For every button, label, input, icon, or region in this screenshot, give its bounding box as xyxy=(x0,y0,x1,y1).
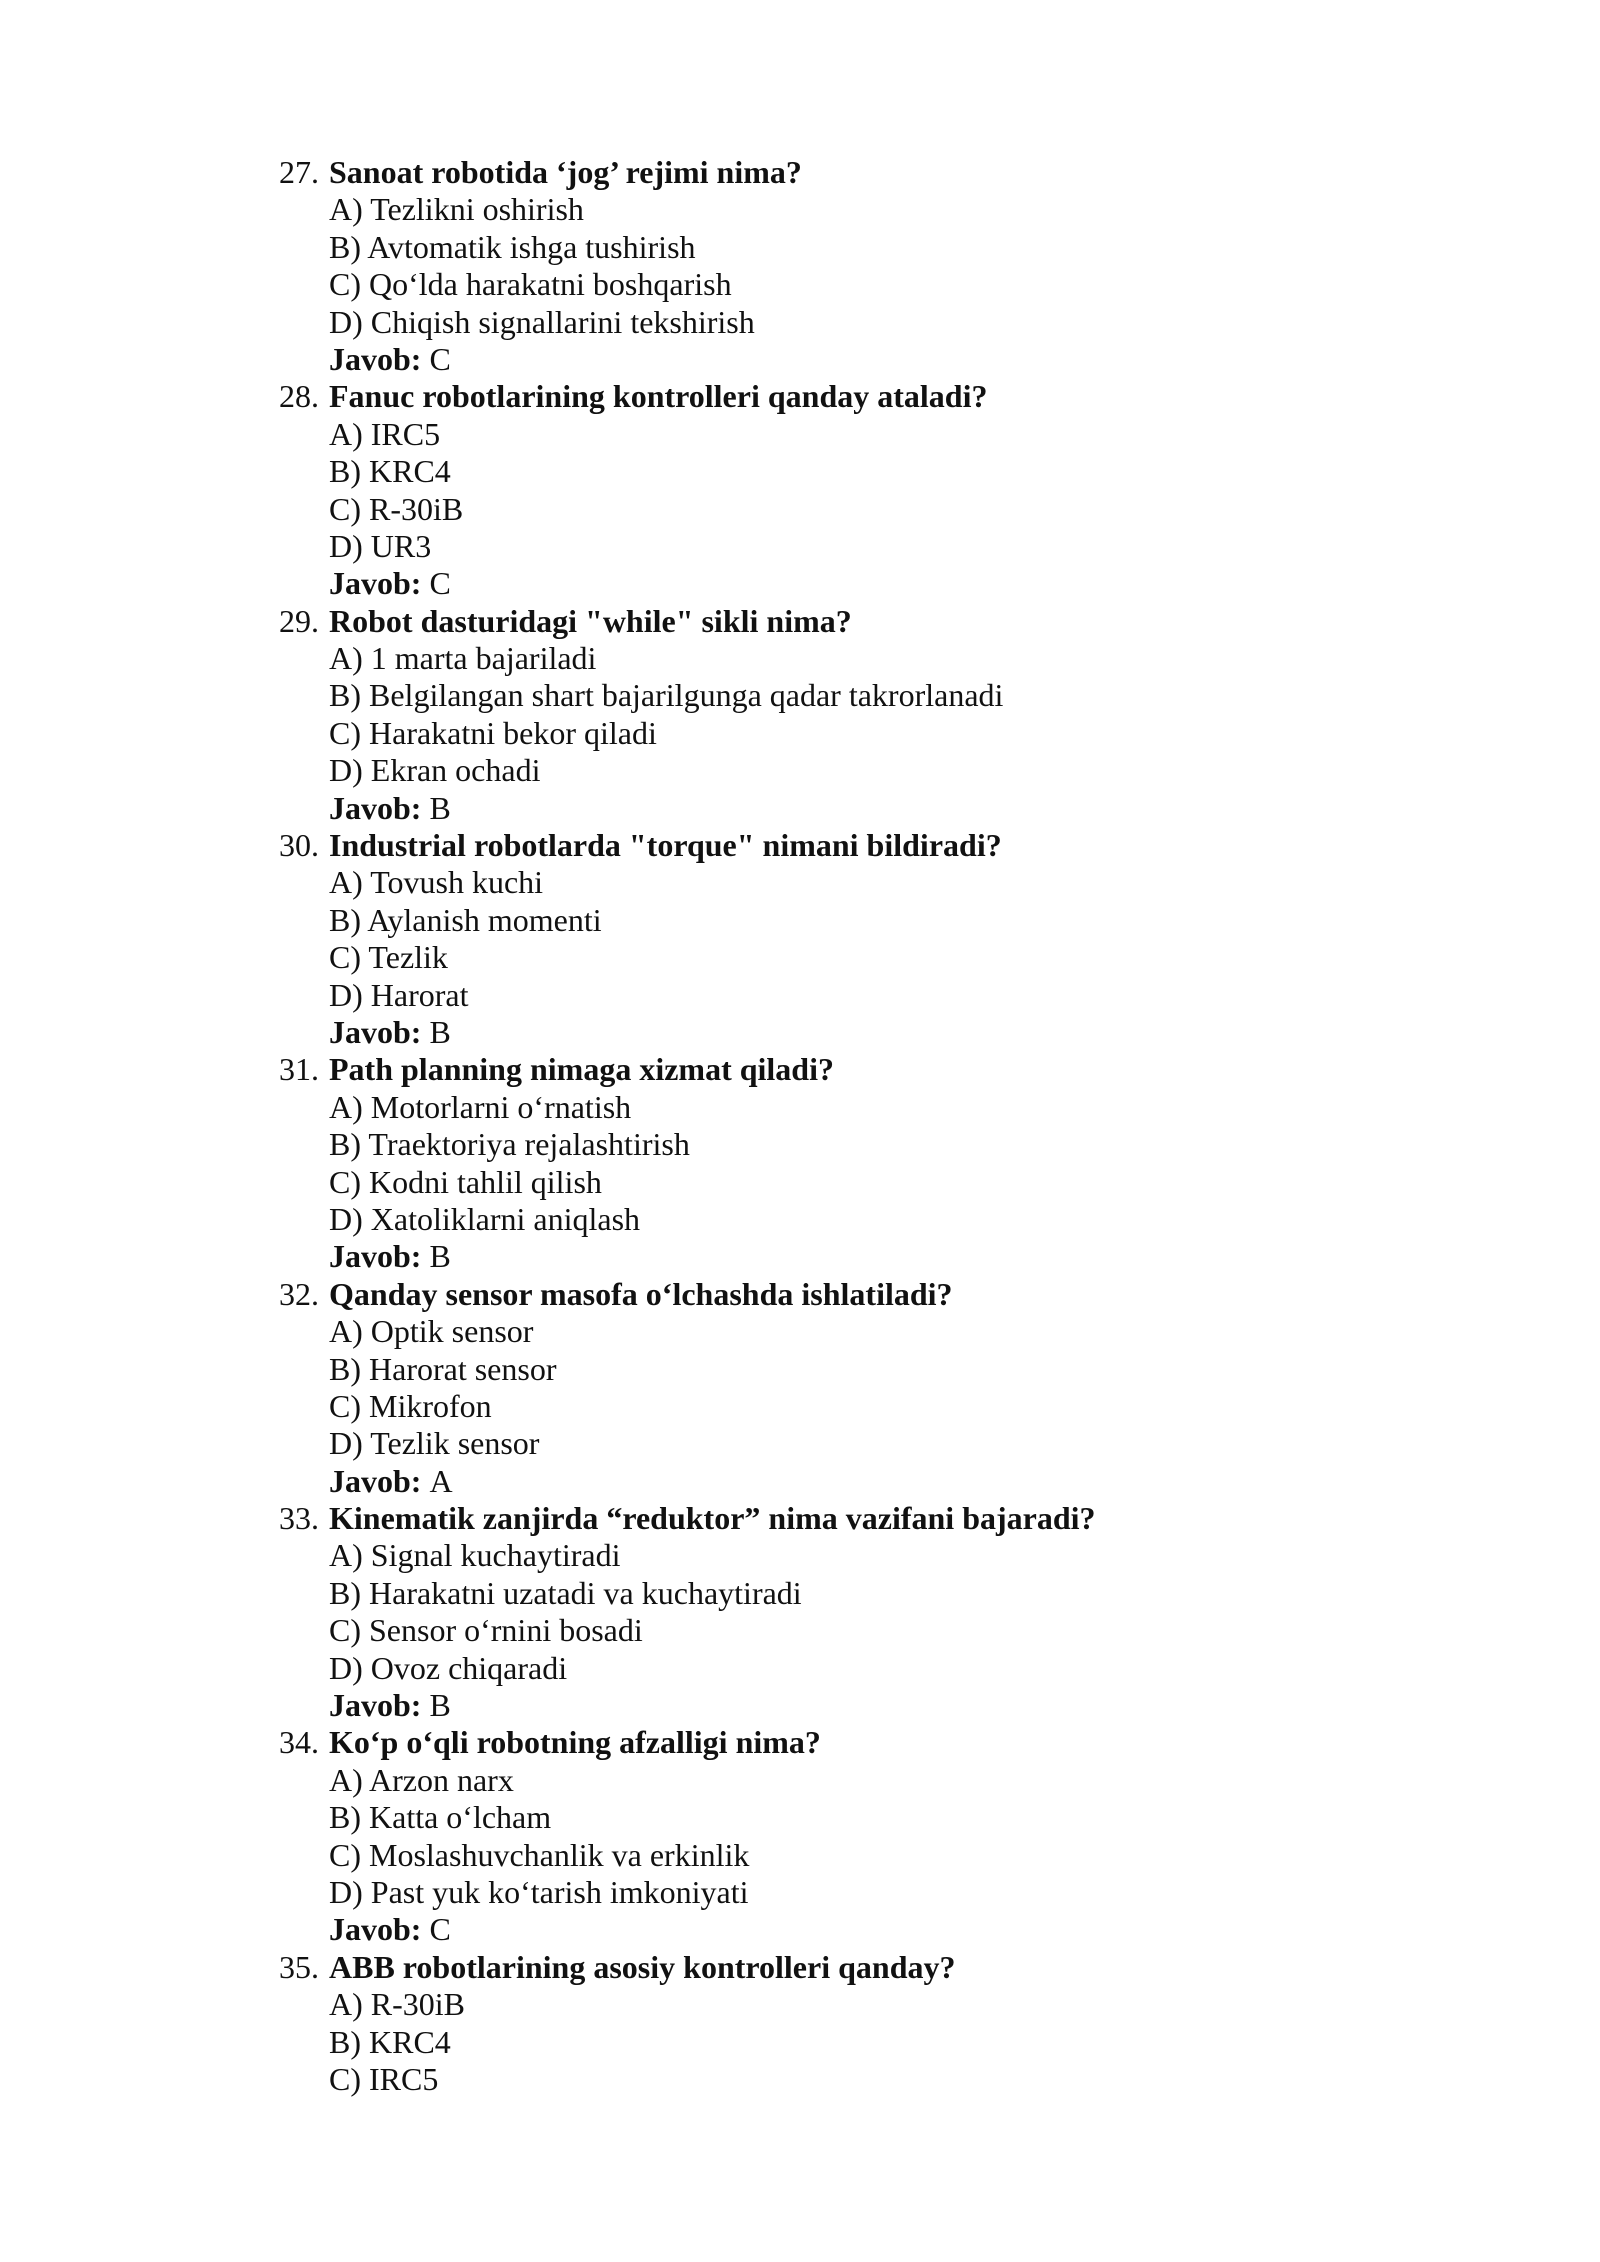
answer-line xyxy=(0,1687,1600,1724)
option-b: B) Harorat sensor xyxy=(329,1350,557,1387)
option-b: B) Katta o‘lcham xyxy=(329,1799,552,1836)
question-block-31 xyxy=(0,1051,1600,1275)
question-number: 31. xyxy=(279,1051,319,1088)
option-b: B) Belgilangan shart bajarilgunga qadar takrorlanadi xyxy=(329,677,1004,714)
option-c: C) IRC5 xyxy=(329,2060,439,2097)
question-block-28 xyxy=(0,378,1600,602)
option-a: A) Motorlarni o‘rnatish xyxy=(329,1088,632,1125)
answer-value: A xyxy=(429,1462,453,1499)
question-block-33 xyxy=(0,1500,1600,1724)
question-number: 34. xyxy=(279,1724,319,1761)
option-c: C) Harakatni bekor qiladi xyxy=(329,714,657,751)
option-a: A) Tovush kuchi xyxy=(329,864,544,901)
question-text: ABB robotlarining asosiy kontrolleri qanday? xyxy=(329,1948,956,1985)
question-line xyxy=(0,1724,1600,1761)
option-a: A) Arzon narx xyxy=(329,1761,514,1798)
question-number: 35. xyxy=(279,1948,319,1985)
option-c: C) Tezlik xyxy=(329,939,448,976)
answer-value: B xyxy=(429,1687,451,1724)
question-line xyxy=(0,1500,1600,1537)
question-block-32 xyxy=(0,1276,1600,1500)
answer-label: Javob: xyxy=(329,340,422,377)
answer-value: B xyxy=(429,789,451,826)
answer-line xyxy=(0,1911,1600,1948)
question-text: Fanuc robotlarining kontrolleri qanday ataladi? xyxy=(329,378,988,415)
answer-line xyxy=(0,1463,1600,1500)
option-d: D) Chiqish signallarini tekshirish xyxy=(329,303,755,340)
answer-value: C xyxy=(429,340,451,377)
answer-value: C xyxy=(429,565,451,602)
question-line xyxy=(0,378,1600,415)
option-d: D) Tezlik sensor xyxy=(329,1425,540,1462)
option-c: C) Kodni tahlil qilish xyxy=(329,1163,602,1200)
answer-label: Javob: xyxy=(329,1238,422,1275)
question-number: 33. xyxy=(279,1500,319,1537)
option-b: B) KRC4 xyxy=(329,2023,451,2060)
answer-line xyxy=(0,1238,1600,1275)
answer-line xyxy=(0,1014,1600,1051)
question-text: Path planning nimaga xizmat qiladi? xyxy=(329,1051,834,1088)
question-line xyxy=(0,603,1600,640)
option-c: C) R-30iB xyxy=(329,490,464,527)
answer-label: Javob: xyxy=(329,1013,422,1050)
option-d: D) UR3 xyxy=(329,527,432,564)
question-line xyxy=(0,154,1600,191)
answer-line xyxy=(0,565,1600,602)
option-a: A) Optik sensor xyxy=(329,1313,534,1350)
question-text: Kinematik zanjirda “reduktor” nima vazifani bajaradi? xyxy=(329,1500,1096,1537)
option-d: D) Xatoliklarni aniqlash xyxy=(329,1200,641,1237)
answer-line xyxy=(0,341,1600,378)
answer-value: C xyxy=(429,1911,451,1948)
answer-label: Javob: xyxy=(329,789,422,826)
option-b: B) Traektoriya rejalashtirish xyxy=(329,1126,690,1163)
question-block-30 xyxy=(0,827,1600,1051)
question-block-27 xyxy=(0,154,1600,378)
answer-label: Javob: xyxy=(329,565,422,602)
question-line xyxy=(0,1949,1600,1986)
question-text: Industrial robotlarda "torque" nimani bildiradi? xyxy=(329,827,1002,864)
question-line xyxy=(0,827,1600,864)
answer-value: B xyxy=(429,1013,451,1050)
option-a: A) R-30iB xyxy=(329,1986,465,2023)
question-block-34 xyxy=(0,1724,1600,1948)
question-text: Robot dasturidagi "while" sikli nima? xyxy=(329,602,852,639)
question-block-29 xyxy=(0,603,1600,827)
option-b: B) KRC4 xyxy=(329,453,451,490)
answer-line xyxy=(0,790,1600,827)
option-b: B) Avtomatik ishga tushirish xyxy=(329,228,696,265)
question-text: Qanday sensor masofa o‘lchashda ishlatiladi? xyxy=(329,1275,953,1312)
question-number: 28. xyxy=(279,378,319,415)
question-number: 32. xyxy=(279,1275,319,1312)
answer-label: Javob: xyxy=(329,1687,422,1724)
question-line xyxy=(0,1276,1600,1313)
question-block-35 xyxy=(0,1949,1600,2099)
question-number: 30. xyxy=(279,827,319,864)
question-line xyxy=(0,1051,1600,1088)
answer-value: B xyxy=(429,1238,451,1275)
question-text: Sanoat robotida ‘jog’ rejimi nima? xyxy=(329,154,802,190)
option-a: A) Signal kuchaytiradi xyxy=(329,1537,621,1574)
option-d: D) Past yuk ko‘tarish imkoniyati xyxy=(329,1873,749,1910)
option-a: A) Tezlikni oshirish xyxy=(329,191,584,228)
document-page xyxy=(0,154,1600,2098)
question-text: Ko‘p o‘qli robotning afzalligi nima? xyxy=(329,1724,821,1761)
option-d: D) Ekran ochadi xyxy=(329,752,541,789)
answer-label: Javob: xyxy=(329,1911,422,1948)
option-c: C) Mikrofon xyxy=(329,1387,492,1424)
answer-label: Javob: xyxy=(329,1462,422,1499)
option-b: B) Harakatni uzatadi va kuchaytiradi xyxy=(329,1574,802,1611)
option-b: B) Aylanish momenti xyxy=(329,901,602,938)
option-a: A) 1 marta bajariladi xyxy=(329,640,597,677)
question-number: 29. xyxy=(279,602,319,639)
option-c: C) Qo‘lda harakatni boshqarish xyxy=(329,266,732,303)
option-d: D) Ovoz chiqaradi xyxy=(329,1649,568,1686)
option-c: C) Moslashuvchanlik va erkinlik xyxy=(329,1836,750,1873)
question-number: 27. xyxy=(279,154,319,190)
option-a: A) IRC5 xyxy=(329,415,441,452)
option-d: D) Harorat xyxy=(329,976,469,1013)
option-c: C) Sensor o‘rnini bosadi xyxy=(329,1612,643,1649)
